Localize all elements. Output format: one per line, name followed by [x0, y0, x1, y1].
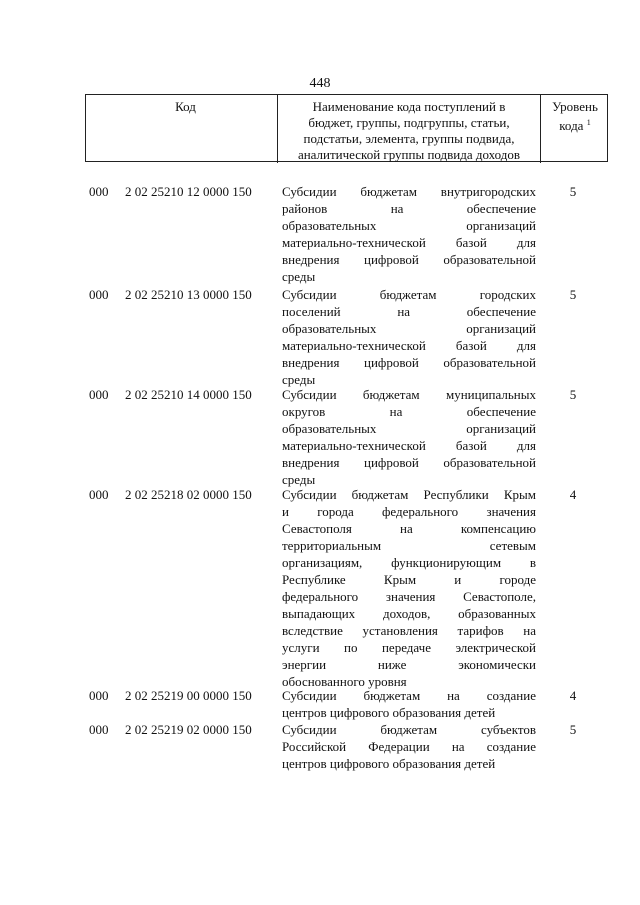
- row-name-line: вследствие установления тарифов на: [282, 623, 536, 638]
- row-name-line: среды: [282, 472, 316, 487]
- row-level: 5: [569, 184, 577, 199]
- row-admin-code: 000: [89, 387, 109, 402]
- row-name-line: центров цифрового образования детей: [282, 756, 496, 771]
- row-admin-code: 000: [89, 688, 109, 703]
- row-name-line: Субсидии бюджетам субъектов: [282, 722, 536, 737]
- row-name-line: территориальным сетевым: [282, 538, 536, 553]
- row-level: 5: [569, 722, 577, 737]
- row-name-line: материально-технической базой для: [282, 338, 536, 353]
- row-name-line: внедрения цифровой образовательной: [282, 355, 536, 370]
- row-name-line: образовательных организаций: [282, 321, 536, 336]
- row-name-line: поселений на обеспечение: [282, 304, 536, 319]
- row-name-line: Субсидии бюджетам на создание: [282, 688, 536, 703]
- row-admin-code: 000: [89, 287, 109, 302]
- row-name-line: обоснованного уровня: [282, 674, 407, 689]
- row-name-line: выпадающих доходов, образованных: [282, 606, 536, 621]
- header-name-line: подстатьи, элемента, группы подвида,: [303, 131, 515, 146]
- row-income-code: 2 02 25219 00 0000 150: [125, 688, 252, 703]
- row-name-line: Севастополя на компенсацию: [282, 521, 536, 536]
- row-name-line: внедрения цифровой образовательной: [282, 455, 536, 470]
- row-name-line: материально-технической базой для: [282, 438, 536, 453]
- row-name-line: внедрения цифровой образовательной: [282, 252, 536, 267]
- row-name-line: районов на обеспечение: [282, 201, 536, 216]
- header-level-line2: [541, 115, 609, 134]
- row-name: [282, 486, 536, 690]
- header-name-line: Наименование кода поступлений в: [312, 99, 506, 114]
- row-name-line: федерального значения Севастополе,: [282, 589, 536, 604]
- row-name: [282, 183, 536, 285]
- header-level-line1: Уровень: [552, 99, 598, 114]
- row-name: [282, 687, 536, 721]
- row-level: 4: [569, 688, 577, 703]
- row-name-line: центров цифрового образования детей: [282, 705, 496, 720]
- row-name-line: среды: [282, 372, 316, 387]
- row-income-code: 2 02 25219 02 0000 150: [125, 722, 252, 737]
- row-name-line: Республике Крым и городе: [282, 572, 536, 587]
- row-name-line: организациям, функционирующим в: [282, 555, 536, 570]
- row-admin-code: 000: [89, 487, 109, 502]
- row-admin-code: 000: [89, 184, 109, 199]
- row-income-code: 2 02 25210 12 0000 150: [125, 184, 252, 199]
- header-level-word: кода: [559, 118, 584, 133]
- row-name-line: Субсидии бюджетам муниципальных: [282, 387, 536, 402]
- row-name-line: Субсидии бюджетам внутригородских: [282, 184, 536, 199]
- row-name: [282, 286, 536, 388]
- row-name-line: Российской Федерации на создание: [282, 739, 536, 754]
- row-admin-code: 000: [89, 722, 109, 737]
- row-name-line: материально-технической базой для: [282, 235, 536, 250]
- row-level: 5: [569, 287, 577, 302]
- row-name: [282, 721, 536, 772]
- header-level: [541, 95, 609, 163]
- table-header: [85, 94, 608, 162]
- row-name-line: энергии ниже экономически: [282, 657, 536, 672]
- row-name-line: образовательных организаций: [282, 218, 536, 233]
- row-name-line: Субсидии бюджетам Республики Крым: [282, 487, 536, 502]
- header-name: [278, 95, 541, 163]
- row-level: 4: [569, 487, 577, 502]
- page-number: 448: [309, 76, 331, 91]
- row-name-line: и города федерального значения: [282, 504, 536, 519]
- row-name-line: Субсидии бюджетам городских: [282, 287, 536, 302]
- header-name-line: аналитической группы подвида доходов: [297, 147, 521, 162]
- row-name-line: образовательных организаций: [282, 421, 536, 436]
- row-income-code: 2 02 25210 13 0000 150: [125, 287, 252, 302]
- row-income-code: 2 02 25210 14 0000 150: [125, 387, 252, 402]
- row-name-line: округов на обеспечение: [282, 404, 536, 419]
- header-code: Код: [86, 95, 278, 163]
- row-level: 5: [569, 387, 577, 402]
- row-income-code: 2 02 25218 02 0000 150: [125, 487, 252, 502]
- row-name-line: услуги по передаче электрической: [282, 640, 536, 655]
- footnote-marker: 1: [586, 118, 591, 127]
- row-name: [282, 386, 536, 488]
- row-name-line: среды: [282, 269, 316, 284]
- header-name-line: бюджет, группы, подгруппы, статьи,: [308, 115, 510, 130]
